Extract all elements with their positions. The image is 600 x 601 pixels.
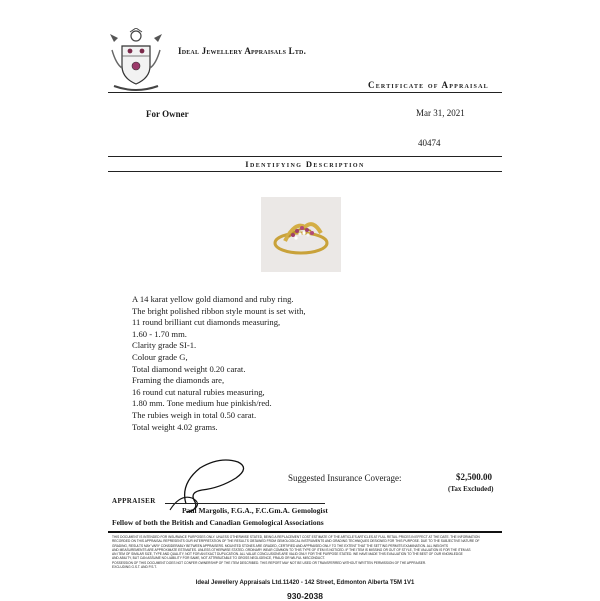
owner-label: For Owner <box>146 109 189 119</box>
certificate-number: 40474 <box>418 138 441 148</box>
header-divider <box>108 92 502 93</box>
section-title-bar <box>108 156 502 172</box>
section-title: Identifying Description <box>245 159 365 169</box>
footer-address: Ideal Jewellery Appraisals Ltd.11420 - 142 Street, Edmonton Alberta T5M 1V1 <box>195 580 415 586</box>
description-line: Clarity grade SI-1. <box>132 340 197 351</box>
description-line: Framing the diamonds are, <box>132 375 225 386</box>
company-crest <box>108 28 164 94</box>
disclaimer-line: THIS DOCUMENT IS INTENDED FOR INSURANCE PURPOSES ONLY. UNLESS OTHERWISE STATED, BEING A REPLACEMENT COST ESTIMATE OF THE ARTICLE'S ARTICLES AT FULL RETAIL PRICES IN EFFECT AT THE DATE. THE INFORMATION <box>112 535 480 539</box>
footer-phone: 930-2038 <box>287 591 323 601</box>
disclaimer-line: GRADING, RESULTS MAY VARY CONSIDERABLY BETWEEN APPRAISERS. MOUNTED STONES ARE GRADED, CERTIFIED AND APPRAISED ONLY TO THE EXTENT THAT THE SETTING PERMITS EXAMINATION. ALL WEIGHTS <box>112 543 449 548</box>
company-name: Ideal Jewellery Appraisals Ltd. <box>178 46 307 56</box>
coverage-value: $2,500.00 <box>456 472 492 482</box>
appraiser-label: APPRAISER <box>112 497 156 505</box>
description-line: 1.80 mm. Tone medium hue pinkish/red. <box>132 398 272 409</box>
description-line: Colour grade G, <box>132 351 188 362</box>
disclaimer-line: EXCLUDING G.S.T. AND P.S.T. <box>112 565 157 570</box>
description-line: Total diamond weight 0.20 carat. <box>132 363 246 374</box>
disclaimer-line: AND ABILITY, BUT CAN ASSUME NO LIABILITY FOR SAME, NOT ATTRIBUTABLE TO GROSS NEGLIGENCE, FRAUD OR WILFUL MISCONDUCT. <box>112 556 326 561</box>
signature-line <box>165 503 325 504</box>
disclaimer-line: AN ITEM OF SIMILAR SIZE, TYPE AND QUALITY, NOT FOR AN EXACT DUPLICATION. ALL VALUE CONCLUSIONS ARE VALID ONLY FOR THE PURPOSE STATED. WE HAVE MADE THIS EVALUATION TO THE BEST OF OUR KNOWLEDGE <box>112 552 463 557</box>
description-line: 11 round brilliant cut diamonds measuring, <box>132 317 281 328</box>
description-line: A 14 karat yellow gold diamond and ruby ring. <box>132 294 294 304</box>
ring-photo <box>261 197 341 272</box>
item-description <box>132 294 306 433</box>
disclaimer-line: POSSESSION OF THIS DOCUMENT DOES NOT CONFER OWNERSHIP OF THE ITEM DESCRIBED. THIS REPORT MAY NOT BE USED OR TRANSFERRED WITHOUT WRITTEN PERMISSION OF THE APPRAISER. <box>112 560 427 565</box>
description-line: The rubies weigh in total 0.50 carat. <box>132 409 257 420</box>
certificate-title: Certificate of Appraisal <box>368 80 489 90</box>
disclaimer-text <box>112 535 496 569</box>
appraiser-fellowship: Fellow of both the British and Canadian Gemological Associations <box>112 518 324 527</box>
appraiser-name: Paul Margolis, F.G.A., F.C.Gm.A. Gemologist <box>182 506 328 515</box>
disclaimer-line: RECORDED ON THIS APPRAISAL REPRESENTS OUR INTERPRETATION OF THE RESULTS OBTAINED FROM GEMOLOGICAL INSTRUMENTS AND GRADING TECHNIQUES DESIGNED FOR THIS PURPOSE. DUE TO THE SUBJECTIVE NATURE OF <box>112 539 480 544</box>
coverage-label: Suggested Insurance Coverage: <box>288 473 402 483</box>
description-line: 1.60 - 1.70 mm. <box>132 328 187 339</box>
tax-note: (Tax Excluded) <box>448 485 494 493</box>
description-line: The bright polished ribbon style mount is set with, <box>132 305 306 316</box>
disclaimer-line: AND MEASUREMENTS ARE APPROXIMATE ESTIMATES. UNLESS OTHERWISE STATED. ORDINARY WEAR COMMON TO THIS TYPE OF ITEM IS NOTICED. IF THE ITEM IS MISSING OR OUT OF STYLE, THE VALUATION IS FOR THE ITEM AS <box>112 547 471 552</box>
description-line: 16 round cut natural rubies measuring, <box>132 386 265 397</box>
footer-divider <box>108 531 502 533</box>
description-line: Total weight 4.02 grams. <box>132 421 218 432</box>
appraisal-date: Mar 31, 2021 <box>416 108 465 118</box>
